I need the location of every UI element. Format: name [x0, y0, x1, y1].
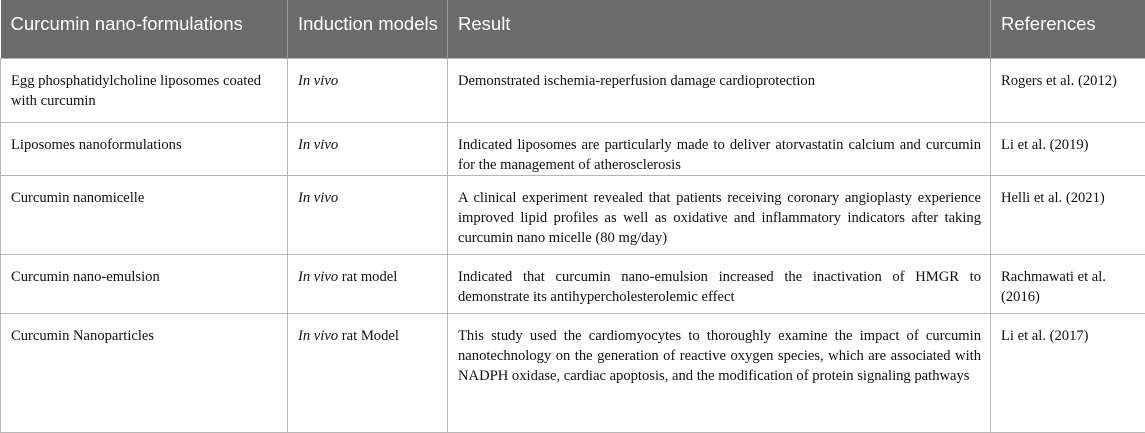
induction-model-cell	[288, 175, 448, 254]
header-references: References	[991, 0, 1145, 58]
header-result: Result	[448, 0, 991, 58]
header-row	[1, 0, 1145, 58]
reference-cell: Li et al. (2019)	[991, 122, 1145, 175]
formulation-cell: Curcumin nano-emulsion	[1, 254, 288, 313]
reference-cell: Rogers et al. (2012)	[991, 58, 1145, 122]
table-row	[1, 58, 1145, 122]
table-row	[1, 122, 1145, 175]
model-italic-text: In vivo	[298, 190, 338, 206]
header-induction-models: Induction models	[288, 0, 448, 58]
model-italic-text: In vivo	[298, 328, 338, 344]
induction-model-cell	[288, 254, 448, 313]
formulation-cell: Curcumin nanomicelle	[1, 175, 288, 254]
model-text: rat model	[338, 269, 397, 285]
formulation-cell: Curcumin Nanoparticles	[1, 313, 288, 432]
model-italic-text: In vivo	[298, 137, 338, 153]
reference-cell: Li et al. (2017)	[991, 313, 1145, 432]
induction-model-cell	[288, 122, 448, 175]
reference-cell: Rachmawati et al. (2016)	[991, 254, 1145, 313]
formulation-cell: Liposomes nanoformulations	[1, 122, 288, 175]
table-header	[1, 0, 1145, 58]
result-cell: This study used the cardiomyocytes to thoroughly examine the impact of curcumin nanotechnology on the generation of reactive oxygen species, which are associated with NADPH oxidase, cardiac apoptosis, and the modification of protein signaling pathways	[448, 313, 991, 432]
result-cell: Indicated liposomes are particularly made to deliver atorvastatin calcium and curcumin for the management of atherosclerosis	[448, 122, 991, 175]
table-row	[1, 313, 1145, 432]
model-italic-text: In vivo	[298, 73, 338, 89]
table-row	[1, 175, 1145, 254]
result-cell: Indicated that curcumin nano-emulsion increased the inactivation of HMGR to demonstrate its antihypercholesterolemic effect	[448, 254, 991, 313]
header-formulations: Curcumin nano-formulations	[1, 0, 288, 58]
result-cell: Demonstrated ischemia-reperfusion damage cardioprotection	[448, 58, 991, 122]
model-text: rat Model	[338, 328, 399, 344]
table-body	[1, 58, 1145, 432]
reference-cell: Helli et al. (2021)	[991, 175, 1145, 254]
table-row	[1, 254, 1145, 313]
induction-model-cell	[288, 58, 448, 122]
result-cell: A clinical experiment revealed that patients receiving coronary angioplasty experience improved lipid profiles as well as oxidative and inflammatory indicators after taking curcumin nano micelle (80 mg/day)	[448, 175, 991, 254]
induction-model-cell	[288, 313, 448, 432]
model-italic-text: In vivo	[298, 269, 338, 285]
formulation-cell: Egg phosphatidylcholine liposomes coated with curcumin	[1, 58, 288, 122]
